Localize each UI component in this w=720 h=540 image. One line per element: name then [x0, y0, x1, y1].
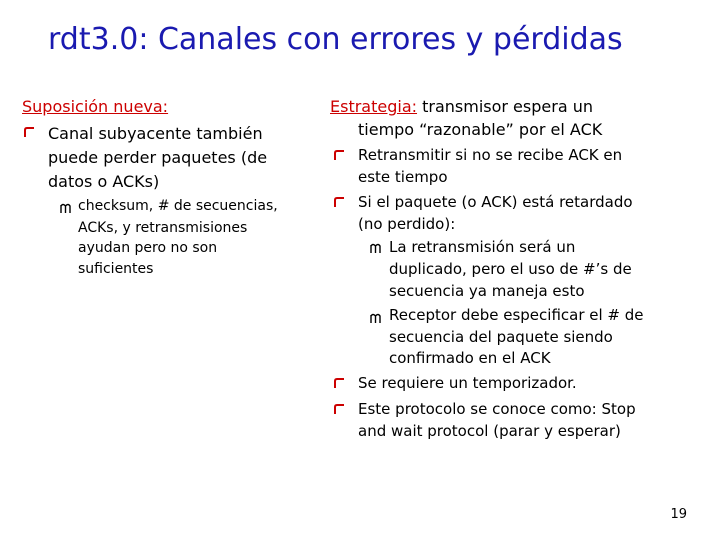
- page-number: 19: [670, 507, 687, 522]
- m-bullet-icon: [370, 313, 381, 323]
- left-heading: Suposición nueva:: [22, 97, 169, 116]
- square-bullet-icon: [334, 197, 344, 207]
- slide-title: rdt3.0: Canales con errores y pérdidas: [48, 22, 623, 57]
- m-bullet-icon: [60, 203, 71, 213]
- right-sub2-line1: Receptor debe especificar el # de: [389, 306, 644, 324]
- right-sub1-line2: duplicado, pero el uso de #’s de: [389, 260, 632, 278]
- strategy-text: transmisor espera un: [417, 97, 593, 116]
- right-heading: [330, 96, 593, 117]
- right-bullet1-line1: Retransmitir si no se recibe ACK en: [358, 146, 623, 164]
- right-bullet4-line1: Este protocolo se conoce como: Stop: [358, 400, 636, 418]
- square-bullet-icon: [334, 404, 344, 414]
- square-bullet-icon: [24, 127, 34, 137]
- left-bullet1-line2: puede perder paquetes (de: [48, 148, 268, 167]
- left-sub1-line3: ayudan pero no son: [78, 240, 218, 256]
- square-bullet-icon: [334, 378, 344, 388]
- right-bullet1-line2: este tiempo: [358, 168, 448, 186]
- right-heading-line2: tiempo “razonable” por el ACK: [358, 120, 603, 139]
- m-bullet-icon: [370, 243, 381, 253]
- right-sub2-line3: confirmado en el ACK: [389, 349, 551, 367]
- left-sub1-line4: suficientes: [78, 261, 154, 277]
- right-bullet2-line1: Si el paquete (o ACK) está retardado: [358, 193, 633, 211]
- right-sub1-line1: La retransmisión será un: [389, 238, 576, 256]
- strategy-label: Estrategia:: [330, 97, 418, 116]
- right-bullet4-line2: and wait protocol (parar y esperar): [358, 422, 621, 440]
- left-bullet1-line1: Canal subyacente también: [48, 124, 263, 143]
- right-sub2-line2: secuencia del paquete siendo: [389, 328, 613, 346]
- left-sub1-line2: ACKs, y retransmisiones: [78, 220, 248, 236]
- square-bullet-icon: [334, 150, 344, 160]
- right-bullet3-line1: Se requiere un temporizador.: [358, 374, 577, 392]
- left-sub1-line1: checksum, # de secuencias,: [78, 198, 278, 214]
- left-bullet1-line3: datos o ACKs): [48, 172, 160, 191]
- right-bullet2-line2: (no perdido):: [358, 215, 456, 233]
- right-sub1-line3: secuencia ya maneja esto: [389, 282, 585, 300]
